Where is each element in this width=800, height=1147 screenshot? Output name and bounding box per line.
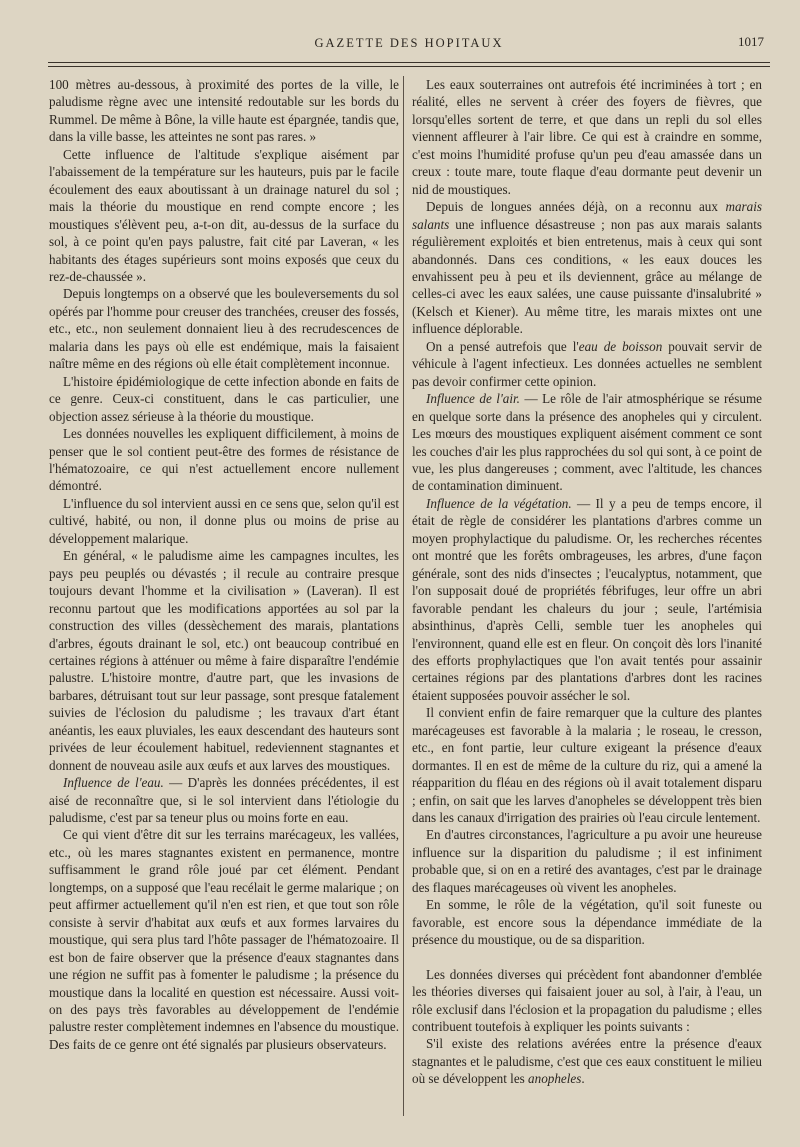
- paragraph: Il convient enfin de faire remarquer que la culture des plantes marécageuses est favorable à la malaria ; le roseau, le cresson, etc., en font partie, leur culture exigeant la présence d'eaux dormantes. Il en est de même de la culture du riz, qui a amené la réapparition du fléau en des régions où il avait totalement disparu ; enfin, on sait que les larves d'anopheles se développent très bien dans les canaux d'irrigation des prairies où l'eau circule lentement.: [412, 705, 762, 826]
- paragraph-text: pouvait servir de véhicule à l'agent infectieux. Les données actuelles ne semblent pas devoir confirmer cette opinion.: [412, 338, 763, 389]
- header-rule-thin: [48, 66, 770, 67]
- paragraph-text: .: [581, 1071, 585, 1087]
- emphasis: eau de boisson: [578, 338, 663, 354]
- paragraph: 100 mètres au-dessous, à proximité des portes de la ville, le paludisme règne avec une intensité redoutable sur les bords du Rummel. De même à Bône, la ville haute est épargnée, tandis que, dans la ville basse, les atteintes ne sont pas rares. »: [49, 77, 399, 145]
- paragraph: Les données nouvelles les expliquent difficilement, à moins de penser que le sol contient peut-être des formes de résistance de l'hématozoaire, ce qui n'est actuellement encore nullement démontré.: [49, 426, 399, 494]
- paragraph: [412, 198, 762, 338]
- paragraph: [49, 774, 399, 826]
- paragraph-text: une influence désastreuse ; non pas aux marais salants régulièrement exploités et bien entretenus, mais à ceux qui sont abandonnés. Dans ces conditions, « les eaux douces les envahissent peu à peu et ils deviennent, grâce au mélange de celles-ci avec les eaux salées, une cause puissante d'insalubrité » (Kelsch et Kiener). Au même titre, les marais mixtes ont une influence déplorable.: [412, 216, 762, 337]
- paragraph: L'influence du sol intervient aussi en ce sens que, selon qu'il est cultivé, habité, ou non, il donne plus ou moins de prise au développement malarique.: [49, 495, 399, 546]
- paragraph: Ce qui vient d'être dit sur les terrains marécageux, les vallées, etc., où les mares stagnantes existent en permanence, montre suffisamment le grand rôle joué par cet élément. Pendant longtemps, on a supposé que l'eau recélait le germe malarique ; on peut affirmer actuellement qu'il n'en est rien, et que tout son rôle consiste à servir d'habitat aux œufs et aux formes larvaires du moustique, qui sera plus tard l'hôte passager de l'hématozoaire. Il est bon de faire observer que la présence d'eaux stagnantes dans une région ne suffit pas à fomenter le paludisme ; la présence du moustique dans la localité en question est nécessaire. Aussi voit-on des pays très favorables au développement de l'endémie palustre rester complètement indemnes en l'absence du moustique. Des faits de ce genre ont été signalés par plusieurs observateurs.: [49, 827, 399, 1052]
- paragraph: [412, 390, 762, 495]
- paragraph: [412, 495, 762, 704]
- paragraph-text: — D'après les données précédentes, il est aisé de reconnaître que, si le sol intervient dans l'étiologie du paludisme, c'est par sa teneur plus ou moins forte en eau.: [49, 775, 399, 826]
- column-divider: [403, 76, 404, 1116]
- paragraph-text: S'il existe des relations avérées entre la présence d'eaux stagnantes et le paludisme, c'est que ces eaux constituent le milieu où se développent les: [412, 1036, 762, 1087]
- paragraph-text: On a pensé autrefois que l': [426, 338, 579, 354]
- section-heading: Influence de l'air.: [426, 391, 520, 407]
- emphasis: marais salants: [412, 199, 762, 232]
- right-column: [412, 76, 762, 1088]
- header-rule: [48, 62, 770, 63]
- paragraph: Les données diverses qui précèdent font abandonner d'emblée les théories diverses qui faisaient jouer au sol, à l'air, à l'eau, un rôle exclusif dans l'éclosion et la propagation du paludisme ; elles contribuent toutefois à expliquer les points suivants :: [412, 966, 762, 1035]
- paragraph: [412, 1035, 762, 1087]
- paragraph: En général, « le paludisme aime les campagnes incultes, les pays peu peuplés ou dévastés ; il recule au contraire presque toujours devant l'homme et la civilisation » (Laveran). Il est reconnu partout que les modifications apportées au sol par la construction des villes (dessèchement des marais, plantations d'arbres, égouts drainant le sol, etc.) ont beaucoup contribué en certaines régions à atténuer ou même à faire disparaître l'endémie palustre. L'histoire montre, d'autre part, que les invasions de barbares, détruisant tout sur leur passage, sont presque fatalement suivies de l'éclosion du paludisme ; les travaux d'art étant anéantis, les eaux pluviales, les eaux descendant des hauteurs sont privées de leur écoulement habituel, redeviennent stagnantes et donnent de nouveau asile aux œufs et aux larves des moustiques.: [49, 548, 399, 773]
- journal-title: GAZETTE DES HOPITAUX: [314, 36, 504, 50]
- paragraph-text: — Il y a peu de temps encore, il était de règle de considérer les plantations d'arbres comme un moyen prophylactique du paludisme. Or, les recherches récentes ont montré que les forêts ombrageuses, les arbres, d'une façon générale, sont des nids d'insectes ; l'eucalyptus, notamment, que l'on supposait doué de propriétés fébrifuges, leur offre un abri favorable pendant les chaleurs du jour ; seule, l'artémisia absinthinus, d'après Celli, semble tuer les anopheles qui l'environnent, quand elle est en fleur. On conçoit dès lors l'inanité des efforts prophylactiques que l'on avait tentés pour assainir certaines régions par des plantations d'arbres dont les racines étaient supposées pouvoir assécher le sol.: [412, 495, 762, 703]
- paragraph: Cette influence de l'altitude s'explique aisément par l'abaissement de la température sur les hauteurs, puis par le facile écoulement des eaux aboutissant à un drainage naturel du sol ; mais la théorie du moustique en rend compte encore ; les moustiques s'élèvent peu, a-t-on dit, au-dessus de la surface du sol, à ce point qu'en pays palustre, fait cité par Laveran, « les habitants des étages supérieurs sont moins exposés que ceux du rez-de-chaussée ».: [49, 146, 399, 284]
- paragraph-text: Depuis de longues années déjà, on a reconnu aux: [426, 199, 726, 215]
- paragraph: L'histoire épidémiologique de cette infection abonde en faits de ce genre. Ceux-ci constituent, dans le cas particulier, une objection assez sérieuse à la théorie du moustique.: [49, 373, 399, 424]
- paragraph: En somme, le rôle de la végétation, qu'il soit funeste ou favorable, est encore sous la dépendance immédiate de la présence du moustique, ou de sa disparition.: [412, 897, 762, 948]
- paragraph: Depuis longtemps on a observé que les bouleversements du sol opérés par l'homme pour creuser des tranchées, creuser des fossés, etc., etc., non seulement donnaient lieu à des recrudescences de malaria dans les pays où elle est endémique, mais la faisaient naître même en des régions où elle était complètement inconnue.: [49, 286, 399, 372]
- paragraph: [412, 338, 762, 390]
- left-column: [49, 76, 399, 1053]
- page-number: 1017: [738, 34, 764, 49]
- page-header: [48, 34, 770, 56]
- paragraph: En d'autres circonstances, l'agriculture a pu avoir une heureuse influence sur la disparition du paludisme ; il est infiniment probable que, si on en a retiré des avantages, c'est par le drainage des flaques marécageuses où vivent les anopheles.: [412, 827, 762, 895]
- paragraph: Les eaux souterraines ont autrefois été incriminées à tort ; en réalité, elles ne servent à créer des foyers de fièvres, que lorsqu'elles sortent de terre, et que dans un repli du sol elles viennent affleurer à l'air libre. Ce qui est à craindre en somme, c'est moins l'humidité profuse qu'un peu d'eau amassée dans un creux : toute mare, toute flaque d'eau dormante peut devenir un nid de moustiques.: [412, 77, 762, 197]
- paragraph-text: — Le rôle de l'air atmosphérique se résume en quelque sorte dans la présence des anopheles qui y circulent. Les mœurs des moustiques expliquent aisément comment ce sont les couches d'air les plus rapprochées du sol qui sont, à ce point de vue, les plus dangereuses ; comment, avec l'altitude, les chances de contamination diminuent.: [412, 391, 762, 494]
- section-heading: Influence de l'eau.: [63, 775, 164, 791]
- section-heading: Influence de la végétation.: [426, 495, 572, 511]
- emphasis: anopheles: [528, 1071, 582, 1087]
